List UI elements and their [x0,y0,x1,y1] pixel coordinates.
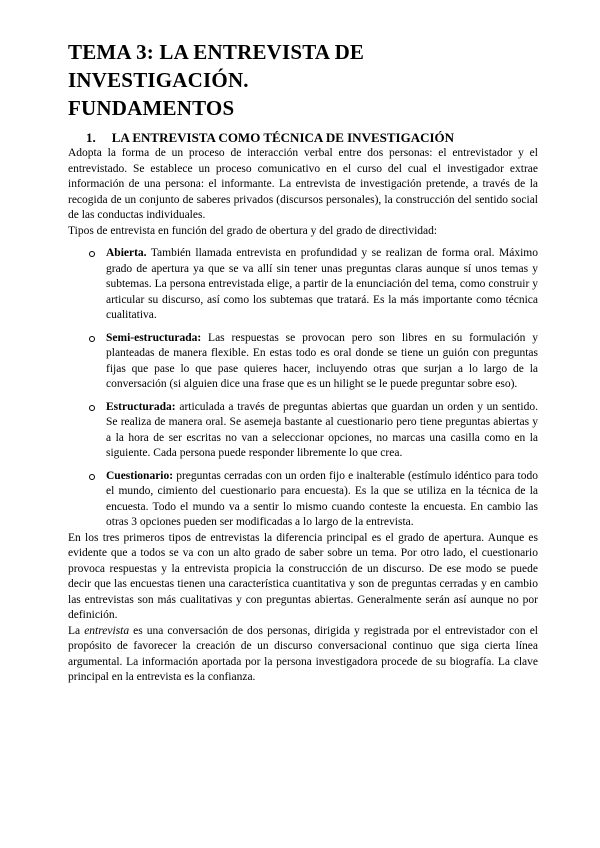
page-title [68,38,538,122]
bullet-lead: Abierta. [106,247,147,259]
bullet-lead: Cuestionario: [106,469,174,482]
bullet-text: preguntas cerradas con un orden fijo e inalterable (estímulo idéntico para todo el mundo, cimiento del cuestionario para encuesta). Es la que se utiliza en la técnica de la encuesta. Todo el mundo va a sentir lo mismo cuando conteste la encuesta. En cambio las otras 3 opciones pueden ser modificadas a lo largo de la entrevista. [106,469,538,528]
closing-rest: es una conversación de dos personas, dirigida y registrada por el entrevistador con el propósito de favorecer la creación de un discurso conversacional continuo que siga cierta línea argumental. La información aportada por la persona investigadora procede de su biografía. La clave principal en la entrevista es la confianza. [68,624,538,683]
bullet-item-estructurada [68,400,538,462]
bullet-item-semi-estructurada [68,331,538,393]
bullet-list [68,246,538,531]
section-heading [86,129,538,146]
section-number: 1. [86,130,96,145]
paragraph-tipos-lead: Tipos de entrevista en función del grado de obertura y del grado de directividad: [68,224,438,237]
bullet-item-cuestionario [68,469,538,531]
bullet-text: articulada a través de preguntas abiertas que guardan un orden y un sentido. Se realiza de manera oral. Se asemeja bastante al cuestionario pero tiene preguntas abiertas y a la hora de ser escritas no van a seleccionar opciones, no marcas una casilla como en la siguiente. Cada persona puede responder libremente lo que crea. [106,400,538,459]
page-title-line2: FUNDAMENTOS [68,96,235,120]
bullet-lead: Estructurada: [106,400,176,413]
circle-bullet-icon [89,336,95,342]
circle-bullet-icon [89,405,95,411]
paragraph-intro: Adopta la forma de un proceso de interacción verbal entre dos personas: el entrevistador y el entrevistado. Se establece un proceso comunicativo en el curso del cual el investigador extrae información de una persona: el informante. La entrevista de investigación pretende, a través de la recogida de un conjunto de saberes privados (discursos personales), la construcción del sentido social de las conductas individuales. [68,147,538,221]
bullet-item-abierta [68,246,538,324]
circle-bullet-icon [89,474,95,480]
section-heading-label: LA ENTREVISTA COMO TÉCNICA DE INVESTIGACIÓN [111,130,455,145]
bullet-text: Las respuestas se provocan pero son libres en su formulación y planteadas de manera flexible. En estas todo es oral donde se tiene un guión con preguntas fijas que pase lo que pase quieres hacer, incluyendo otras que surjan a lo largo de la conversación (si alguien dice una frase que es un hilight se le puede preguntar sobre eso). [106,331,538,390]
paragraph-comparison: En los tres primeros tipos de entrevistas la diferencia principal es el grado de apertura. Aunque es evidente que a todos se va con un alto grado de saber sobre un tema. Por otro lado, el cuestionario provoca respuestas y la entrevista propicia la construcción de un discurso. De ese modo se puede decir que las encuestas tienen una característica cuantitativa y son de preguntas cerradas y en cambio las entrevistas son más cualitativas y con preguntas abiertas. Generalmente serán así aunque no por definición. [68,531,538,621]
paragraph-closing [68,624,538,686]
page-title-line1: TEMA 3: LA ENTREVISTA DE INVESTIGACIÓN. [68,40,365,92]
bullet-text: También llamada entrevista en profundidad y se realizan de forma oral. Máximo grado de apertura ya que se va allí sin tener unas preguntas claras aunque sí unos temas y subtemas. La persona entrevistada elige, a partir de la enunciación del tema, como construir y articular su discurso, así como los subtemas que tratará. Es la más importante como técnica cualitativa. [106,247,538,321]
bullet-lead: Semi-estructurada: [106,331,202,344]
closing-italic-term: entrevista [84,624,130,637]
closing-pre: La [68,624,85,637]
circle-bullet-icon [89,251,95,257]
